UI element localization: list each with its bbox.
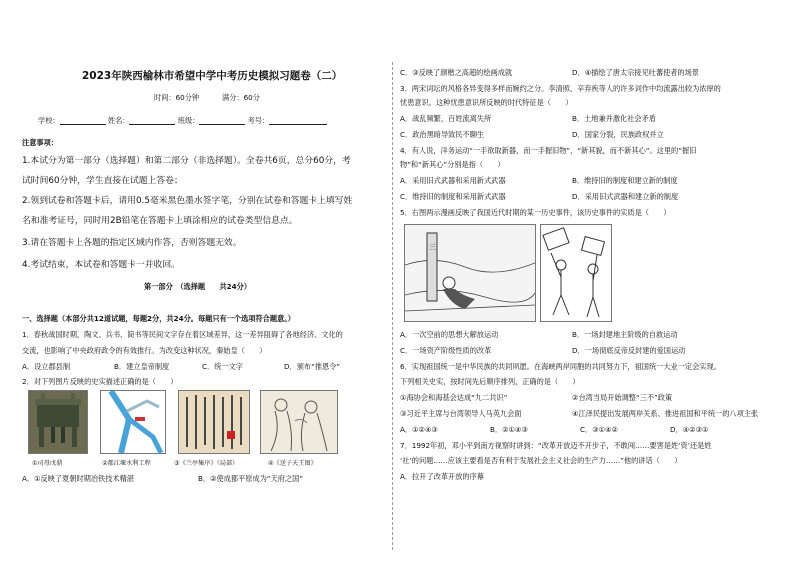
q1-option-a[interactable]: A．设立郡县制 — [22, 362, 71, 371]
q6-option-a[interactable]: A．①②④③ — [400, 425, 438, 434]
question-4-line: 物”和“新其心”分别是指（ ） — [400, 160, 505, 169]
question-6-line: 下列相关史实，按时间先后顺序排列，正确的是（ ） — [400, 377, 580, 386]
q6-option-c[interactable]: C．③①④② — [580, 425, 618, 434]
q6-option-b[interactable]: B．②①④③ — [490, 425, 528, 434]
image-caption: ①司母戊鼎 — [32, 460, 63, 467]
class-label: 班级： — [177, 116, 200, 125]
notice-line: 1.本试分为第一部分（选择题）和第二部分（非选择题）。全卷共6页，总分60分，考 — [22, 156, 351, 166]
q3-option-c[interactable]: C．政治黑暗导致民不聊生 — [400, 130, 485, 139]
class-field[interactable] — [199, 116, 245, 125]
q6-item-1: ①海协会和海基会达成“九二共识” — [400, 393, 508, 402]
q5-option-d[interactable]: D．一场彻底反帝反封建的爱国运动 — [572, 346, 686, 355]
name-field[interactable] — [129, 116, 175, 125]
q6-item-4: ④江泽民提出发展两岸关系、推进祖国和平统一的八项主张 — [572, 409, 759, 418]
q5-option-c[interactable]: C．一场资产阶级性质的改革 — [400, 346, 492, 355]
notice-line: 3.请在答题卡上各题的指定区域内作答，否则答题无效。 — [22, 238, 242, 248]
question-6-line: 6．实现祖国统一是中华民族的共同夙愿。在海峡两岸同胞的共同努力下，祖国统一大业一定会实现。 — [400, 362, 721, 371]
notice-line: 试时间60分钟，学生直接在试题上答卷； — [22, 176, 183, 186]
question-1-line: 交流，也影响了中央政府政令的有效推行。为改变这种状况，秦始皇（ ） — [22, 346, 267, 355]
question-1-line: 1．春秋战国时期，陶文、兵书、简书等民间文字存在着区域差异，这一差异阻碍了各地经济、文化的 — [22, 330, 343, 339]
simuwu-ding-image — [28, 390, 88, 454]
q2-option-a[interactable]: A．①反映了夏朝时期冶铁技术精湛 — [22, 474, 134, 483]
q5-option-b[interactable]: B．一场封建地主阶级的自救运动 — [572, 330, 678, 339]
question-3-line: 忧患意识。这种忧患意识所反映的时代特征是（ ） — [400, 98, 573, 107]
part-one-heading: 第一部分 （选择题 共24分） — [144, 282, 252, 291]
exam-no-field[interactable] — [269, 116, 327, 125]
q4-option-b[interactable]: B．维持旧的制度和建立新的制度 — [572, 176, 678, 185]
q4-option-d[interactable]: D．采用旧式武器和建立新的制度 — [572, 192, 679, 201]
exam-no-label: 考号： — [247, 116, 270, 125]
exam-time: 时间：60分钟 — [154, 93, 200, 102]
question-5-stem: 5．右图两示漫画反映了我国近代时期的某一历史事件，该历史事件的实质是（ ） — [400, 208, 671, 217]
question-4-line: 4．有人说，洋务运动“一手欲取新器，而一手握旧物”，“新其貌，而不新其心”。这里的“握旧 — [400, 146, 697, 155]
q3-option-a[interactable]: A．战乱频繁，百姓流离失所 — [400, 114, 492, 123]
q6-option-d[interactable]: D．④②③① — [670, 425, 709, 434]
question-3-line: 3．两宋词坛的风格各异变得多样而婉约之分。李清照、辛弃疾等人的许多词作中均流露出较为浓厚的 — [400, 84, 721, 93]
q1-option-d[interactable]: D．颁布“推恩令” — [284, 362, 341, 371]
column-divider — [392, 62, 393, 550]
q2-option-d[interactable]: D．④描绘了唐太宗接见吐蕃使者的场景 — [572, 68, 699, 77]
exam-title: 2023年陕西榆林市希望中学中考历史模拟习题卷（二） — [82, 70, 343, 82]
svg-text:三: 三 — [429, 243, 436, 251]
q4-option-c[interactable]: C．维持旧的制度和采用新式武器 — [400, 192, 506, 201]
q7-option-a[interactable]: A．拉开了改革开放的序幕 — [400, 472, 484, 481]
cartoon-right-image — [540, 224, 612, 322]
dujiangyan-map-image — [100, 390, 166, 454]
section-one-heading: 一、选择题（本部分共12道试题，每题2分，共24分。每题只有一个选项符合题意。） — [22, 314, 295, 323]
q5-option-a[interactable]: A．一次空前的思想大解放运动 — [400, 330, 499, 339]
image-caption: ④《送子天王图》 — [268, 460, 317, 467]
question-7-line: ‘社’的问题……应该主要看是否有利于发展社会主义社会的生产力……”他的讲话（ ） — [400, 456, 682, 465]
q2-option-c[interactable]: C．③反映了颜楷之高超的绘画成就 — [400, 68, 513, 77]
q2-option-b[interactable]: B．②使成都平原成为“天府之国” — [198, 474, 304, 483]
q1-option-c[interactable]: C．统一文字 — [202, 362, 243, 371]
school-field[interactable] — [60, 116, 106, 125]
school-label: 学校： — [38, 116, 60, 125]
cartoon-left-image — [404, 224, 536, 322]
question-2-stem: 2．对下列图片反映的史实描述正确的是（ ） — [22, 377, 178, 386]
notice-line: 名和准考证号，同时用2B铅笔在答题卡上填涂相应的试卷类型信息点。 — [22, 216, 298, 226]
notice-line: 4.考试结束，本试卷和答题卡一并收回。 — [22, 260, 180, 270]
name-label: 姓名： — [107, 116, 130, 125]
q6-item-3: ③习近平主席与台湾领导人马英九会面 — [400, 409, 522, 418]
image-caption: ③《兰亭集序》（局部） — [174, 460, 239, 467]
image-caption: ②都江堰水利工程 — [102, 460, 151, 467]
lantingxu-image — [178, 390, 250, 454]
notice-title: 注意事项： — [22, 138, 58, 147]
q4-option-a[interactable]: A．采用旧式武器和采用新式武器 — [400, 176, 506, 185]
question-7-line: 7．1992年初，邓小平到南方视察时讲到：“改革开放迈不开步子，不敢闯……要害是姓‘资’还是姓 — [400, 441, 712, 450]
q1-option-b[interactable]: B．建立皇帝制度 — [114, 362, 170, 371]
q3-option-b[interactable]: B．土地兼并激化社会矛盾 — [572, 114, 656, 123]
exam-score: 满分：60分 — [222, 93, 260, 102]
student-info-row — [38, 116, 327, 125]
q3-option-d[interactable]: D．国家分裂，民族政权并立 — [572, 130, 664, 139]
notice-line: 2.领到试卷和答题卡后，请用0.5毫米黑色墨水签字笔，分别在试卷和答题卡上填写姓 — [22, 196, 353, 206]
q6-item-2: ②台湾当局开始调整“三不”政策 — [572, 393, 673, 402]
songzi-tianwang-image — [260, 390, 338, 454]
